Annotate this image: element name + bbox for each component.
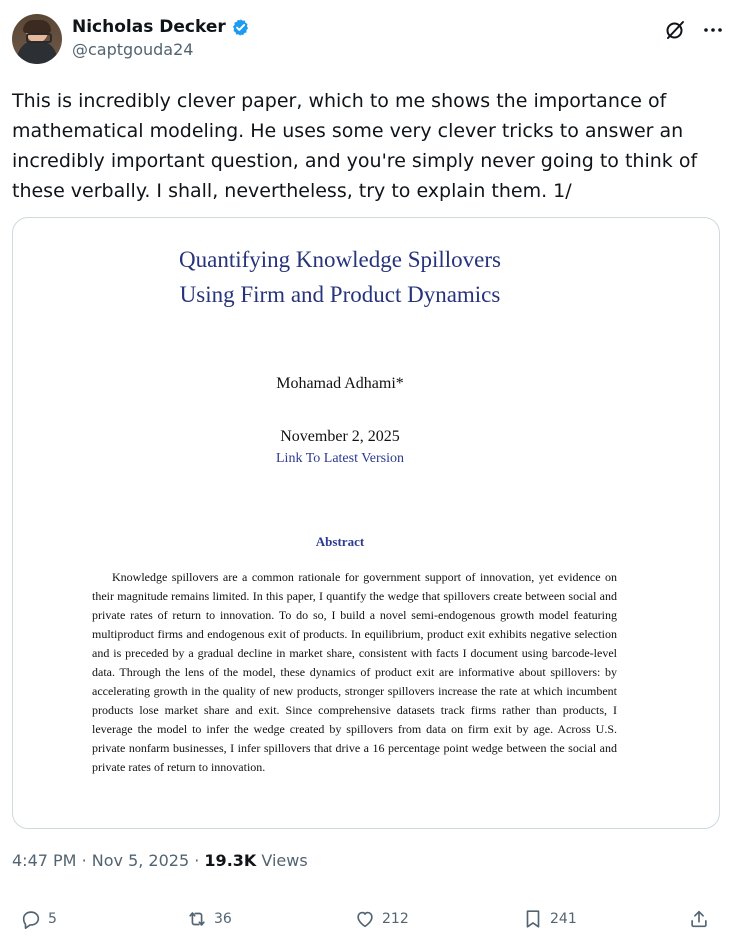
reply-count: 5 [48,911,57,927]
avatar-hair [23,20,51,33]
meta-separator: · [81,851,87,870]
action-bar [12,908,722,940]
tweet-text: This is incredibly clever paper, which to me shows the importance of mathematical modeling. He uses some very clever tricks to answer an incredibly important question, and you're simply never going to think of these verbally. I shall, nevertheless, try to explain them. 1/ [12,90,698,202]
share-icon [688,908,710,930]
reply-button[interactable] [20,908,57,930]
reply-icon [20,908,42,930]
paper-date: November 2, 2025 [280,428,400,445]
author-name-row[interactable] [72,16,250,38]
tweet-header [12,12,725,68]
abstract-heading: Abstract [315,534,365,549]
heart-icon [354,908,376,930]
avatar-glasses [26,33,52,43]
verified-badge-icon [231,18,250,37]
grok-icon[interactable] [663,18,687,42]
bookmark-icon [522,908,544,930]
paper-screenshot [13,218,719,828]
meta-separator: · [194,851,200,870]
repost-button[interactable] [186,908,232,930]
views-count: 19.3K [204,851,257,870]
author-block [72,16,250,61]
repost-count: 36 [214,911,232,927]
paper-title-line2: Using Firm and Product Dynamics [179,282,501,307]
paper-link: Link To Latest Version [276,451,404,466]
paper-title-line1: Quantifying Knowledge Spillovers [179,247,501,272]
more-icon[interactable] [701,18,725,42]
bookmark-button[interactable] [522,908,577,930]
abstract-text: Knowledge spillovers are a common rationale for government support of innovation, yet evidence on their magnitude remains limited. In this paper, I quantify the wedge that spillovers create between social and private rates of return to innovation. To do so, I build a novel semi-endogenous growth model featuring multiproduct firms and endogenous exit of products. In equilibrium, product exit exhibits negative selection and is preceded by a gradual decline in market share, consistent with facts I document using barcode-level data. Through the lens of the model, these dynamics of product exit are informative about spillovers: by accelerating growth in the quality of new products, stronger spillovers increase the rate at which incumbent products lose market share and exit. Since comprehensive datasets track firms rather than products, I leverage the model to infer the wedge created by spillovers from data on firm exit by age. Across U.S. private nonfarm businesses, I infer spillovers that drive a 16 percentage point wedge between the social and private rates of return to innovation. [92,570,617,774]
media-card[interactable] [12,217,720,829]
like-button[interactable] [354,908,409,930]
like-count: 212 [382,911,409,927]
share-button[interactable] [688,908,710,930]
avatar[interactable] [12,14,62,64]
repost-icon [186,908,208,930]
paper-author: Mohamad Adhami* [276,375,404,392]
tweet-date[interactable]: Nov 5, 2025 [91,851,190,870]
display-name[interactable]: Nicholas Decker [72,17,226,37]
handle[interactable]: @captgouda24 [72,40,194,59]
views-label: Views [261,851,308,870]
bookmark-count: 241 [550,911,577,927]
tweet-time[interactable]: 4:47 PM [12,851,77,870]
tweet-meta [12,849,308,873]
